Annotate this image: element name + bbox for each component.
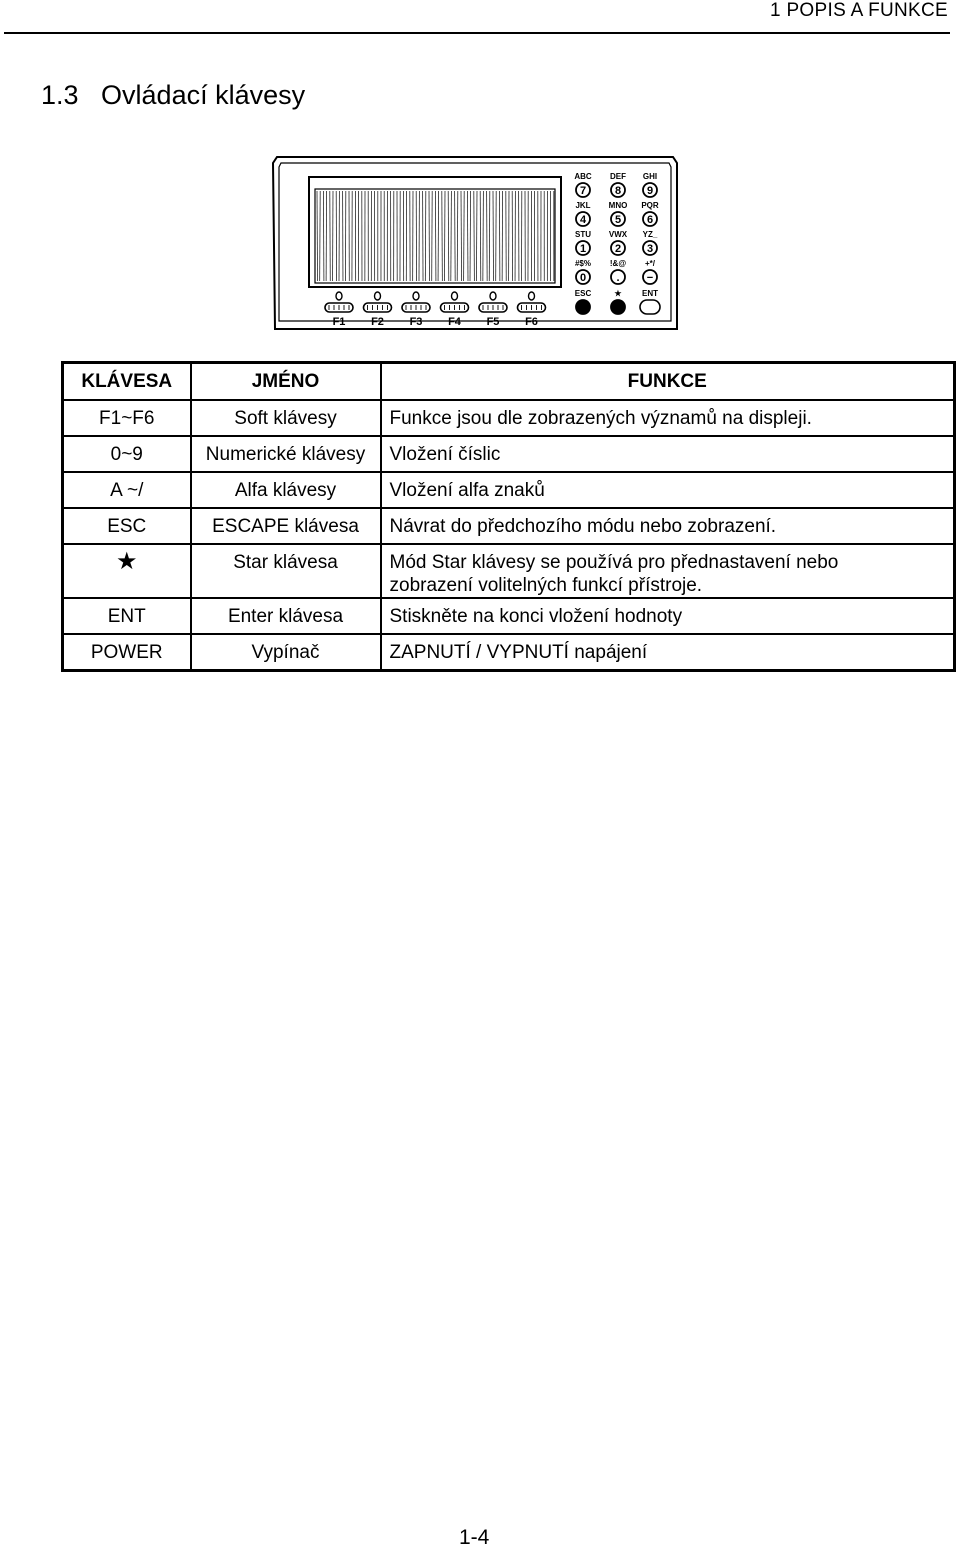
header-function: FUNKCE (381, 363, 955, 401)
key-cell: ESC (63, 508, 191, 544)
name-cell: Vypínač (191, 634, 381, 670)
function-cell: Vložení číslic (381, 436, 955, 472)
svg-text:0: 0 (579, 272, 587, 284)
svg-text:VWX: VWX (608, 230, 628, 239)
keypad-key (643, 259, 657, 284)
key-cell: ENT (63, 598, 191, 634)
svg-text:1: 1 (579, 243, 587, 255)
keypad-key (640, 289, 660, 314)
svg-text:YZ_: YZ_ (642, 230, 658, 239)
key-function-table (61, 361, 956, 672)
svg-text:ESC: ESC (574, 289, 592, 298)
name-cell: Alfa klávesy (191, 472, 381, 508)
svg-text:−: − (646, 272, 654, 284)
running-header: 1 POPIS A FUNKCE (770, 0, 948, 21)
table-row (63, 400, 955, 436)
svg-text:!&@: !&@ (609, 259, 627, 268)
keypad-key (643, 172, 657, 197)
svg-text:ENT: ENT (642, 289, 658, 298)
svg-text:STU: STU (575, 230, 591, 239)
header-key: KLÁVESA (63, 363, 191, 401)
key-cell: POWER (63, 634, 191, 670)
svg-text:F1: F1 (332, 316, 346, 328)
function-cell: ZAPNUTÍ / VYPNUTÍ napájení (381, 634, 955, 670)
svg-text:MNO: MNO (608, 201, 628, 210)
svg-text:F6: F6 (525, 316, 538, 328)
header-name: JMÉNO (191, 363, 381, 401)
svg-text:ABC: ABC (574, 172, 592, 181)
svg-text:5: 5 (614, 214, 622, 226)
keypad-key (575, 201, 590, 226)
display-screen (309, 177, 561, 287)
svg-text:F5: F5 (486, 316, 500, 328)
table-row (63, 598, 955, 634)
svg-text:F2: F2 (371, 316, 384, 328)
keypad-key (575, 259, 591, 284)
key-cell: A ~/ (63, 472, 191, 508)
svg-text:8: 8 (614, 185, 622, 197)
function-cell: Návrat do předchozího módu nebo zobrazení. (381, 508, 955, 544)
table-row (63, 472, 955, 508)
svg-text:6: 6 (646, 214, 654, 226)
function-cell (381, 544, 955, 598)
keyboard-panel-illustration (271, 153, 680, 333)
key-cell: 0~9 (63, 436, 191, 472)
svg-text:7: 7 (579, 185, 587, 197)
name-cell: Numerické klávesy (191, 436, 381, 472)
section-title: 1.3 Ovládací klávesy (41, 80, 306, 110)
page-number: 1-4 (459, 1526, 490, 1549)
svg-text:★: ★ (614, 289, 622, 298)
numeric-keypad (574, 172, 660, 314)
table-row (63, 436, 955, 472)
svg-text:JKL: JKL (575, 201, 591, 210)
header-rule (4, 32, 950, 34)
name-cell: Enter klávesa (191, 598, 381, 634)
svg-text:#$%: #$% (574, 259, 592, 268)
function-cell: Stiskněte na konci vložení hodnoty (381, 598, 955, 634)
svg-text:PQR: PQR (641, 201, 659, 210)
svg-text:F3: F3 (409, 316, 423, 328)
svg-text:+*/: +*/ (644, 259, 656, 268)
name-cell: Star klávesa (191, 544, 381, 598)
function-cell: Funkce jsou dle zobrazených významů na displeji. (381, 400, 955, 436)
svg-text:9: 9 (646, 185, 654, 197)
name-cell: Soft klávesy (191, 400, 381, 436)
table-row (63, 544, 955, 598)
svg-text:.: . (616, 272, 620, 284)
function-line: zobrazení volitelných funkcí přístroje. (389, 575, 703, 596)
key-cell: F1~F6 (63, 400, 191, 436)
key-cell (63, 544, 191, 598)
svg-text:3: 3 (646, 243, 654, 255)
function-line: Mód Star klávesy se používá pro přednastavení nebo (389, 552, 839, 573)
svg-text:GHI: GHI (642, 172, 658, 181)
table-header-row (63, 363, 955, 401)
table-row (63, 508, 955, 544)
svg-text:F4: F4 (448, 316, 461, 328)
star-icon: ★ (115, 548, 138, 575)
keypad-key (643, 230, 658, 255)
svg-text:DEF: DEF (610, 172, 626, 181)
svg-text:4: 4 (579, 214, 587, 226)
svg-text:2: 2 (614, 243, 622, 255)
table-row (63, 634, 955, 670)
function-cell: Vložení alfa znaků (381, 472, 955, 508)
name-cell: ESCAPE klávesa (191, 508, 381, 544)
